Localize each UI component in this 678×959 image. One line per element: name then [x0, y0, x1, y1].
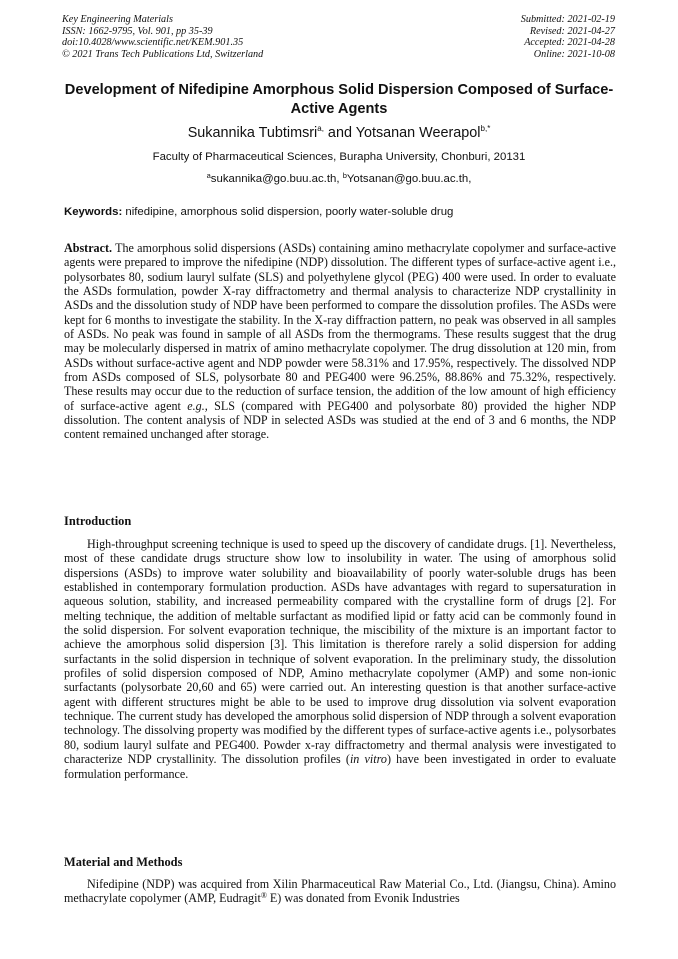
journal-copyright: © 2021 Trans Tech Publications Ltd, Switzerland — [62, 48, 264, 60]
material-text-2: E) was donated from Evonik Industries — [266, 891, 460, 906]
introduction-in-vitro: in vitro — [349, 752, 387, 767]
author-list — [60, 124, 618, 142]
keywords-text: nifedipine, amorphous solid dispersion, poorly water-soluble drug — [122, 206, 454, 218]
author-connector: and — [323, 125, 356, 141]
introduction-paragraph — [64, 537, 616, 781]
email-b-mark: b — [342, 171, 347, 180]
publication-dates — [521, 14, 615, 60]
abstract-eg: e.g., — [187, 398, 208, 413]
date-online: Online: 2021-10-08 — [533, 48, 615, 60]
keywords-label: Keywords: — [64, 206, 123, 218]
affiliation: Faculty of Pharmaceutical Sciences, Burapha University, Chonburi, 20131 — [152, 151, 526, 163]
introduction-text-2: ) have been investigated in order to evaluate formulation performance. — [64, 752, 617, 781]
author-1-affiliation-mark: a, — [317, 124, 324, 133]
date-accepted: Accepted: 2021-04-28 — [524, 37, 615, 49]
paper-title: Development of Nifedipine Amorphous Solid Dispersion Composed of Surface-Active Agents — [64, 82, 614, 117]
email-a-mark: a — [206, 171, 211, 180]
author-2: Yotsanan Weerapol — [355, 125, 481, 141]
introduction-heading: Introduction — [64, 514, 132, 528]
keywords — [64, 205, 616, 220]
journal-issn: ISSN: 1662-9795, Vol. 901, pp 35-39 — [62, 25, 213, 37]
date-submitted: Submitted: 2021-02-19 — [520, 14, 615, 25]
author-2-affiliation-mark: b,* — [480, 124, 491, 133]
abstract-text-1: The amorphous solid dispersions (ASDs) containing amino methacrylate copolymer and surface-active agents were prepared to improve the nifedipine (NDP) dissolution. The different types of surface-active agent i.e., polysorbates 80, sodium lauryl sulfate (SLS) and polyethylene glycol (PEG) 400 were used. In order to evaluate the ASDs formulation, powder X-ray diffractometry and thermal analysis to characterize NDP crystallinity in ASDs and the dissolution study of NDP have been performed to compare the dissolution profiles. The ASDs were kept for 6 months to investigate the stability. In the X-ray diffraction pattern, no peak was observed in all samples of ASDs. No peak was found in sample of all ASDs from the thermograms. These results suggest that the drug may be molecularly dispersed in matrix of amino methacrylate copolymer. The drug dissolution at 120 min, from ASDs without surface-active agent and NDP powder were 58.31% and 17.95%, respectively. The dissolved NDP from ASDs composed of SLS, polysorbate 80 and PEG400 were 96.25%, 88.86% and 75.32%, respectively. These results may occur due to the reduction of surface tension, the addition of the low amount of high efficiency of surface-active agent — [64, 241, 616, 413]
material-methods-paragraph — [64, 877, 616, 906]
journal-doi: doi:10.4028/www.scientific.net/KEM.901.35 — [62, 37, 244, 49]
journal-info — [62, 14, 263, 60]
registered-mark: ® — [260, 891, 267, 901]
email-a[interactable]: sukannika@go.buu.ac.th, — [210, 173, 343, 185]
material-text-1: Nifedipine (NDP) was acquired from Xilin Pharmaceutical Raw Material Co., Ltd. (Jiangsu, China). Amino methacrylate copolymer (AMP, Eudragit — [64, 877, 616, 906]
email-b[interactable]: Yotsanan@go.buu.ac.th, — [346, 173, 472, 185]
journal-name: Key Engineering Materials — [62, 14, 173, 25]
author-1: Sukannika Tubtimsri — [187, 125, 318, 141]
introduction-text-1: High-throughput screening technique is used to speed up the discovery of candidate drugs. [1]. Nevertheless, most of these candidate drugs structure show low to insolubility in water. The using of amorphous solid dispersions (ASDs) to improve water solubility and bioavailability of poorly water-soluble drugs has been established in contemporary formulation production. ASDs have advantages with regard to supersaturation in aqueous solution, stability, and increased permeability compared with the crystalline form of drugs [2]. For melting technique, the addition of meltable surfactant as modified lipid or fatty acid can be commonly found in the solid dispersion. For solvent evaporation technique, the miscibility of the mixture is an important factor to achieve the amorphous solid dispersion [3]. This limitation is therefore rarely a solid dispersion for adding surfactants in the solid dispersion in technique of solvent evaporation. In the preliminary study, the dissolution profiles of solid dispersion composed of NDP, Amino methacrylate copolymer (AMP) and some non-ionic surfactants (polysorbate 20,60 and 65) were carried out. An interesting question is that another surface-active agent with different structures might be able to be used to improve drug dissolution via solvent evaporation technique. The current study has developed the amorphous solid dispersion of NDP through a solvent evaporation technology. The dissolving property was modified by the different types of surface-active agents i.e., polysorbates 80, sodium lauryl sulfate and PEG400. Powder x-ray diffractometry and thermal analysis were investigated to characterize NDP crystallinity. The dissolution profiles ( — [64, 537, 616, 767]
abstract-label: Abstract. — [64, 241, 113, 255]
date-revised: Revised: 2021-04-27 — [529, 25, 615, 37]
abstract-text-2: SLS (compared with PEG400 and polysorbate 80) provided the higher NDP dissolution. The content analysis of NDP in selected ASDs was studied at the end of 3 and 6 months, the NDP content remained unchanged after storage. — [64, 398, 616, 442]
material-methods-heading: Material and Methods — [64, 855, 183, 869]
author-emails — [60, 172, 618, 187]
abstract — [64, 241, 616, 442]
